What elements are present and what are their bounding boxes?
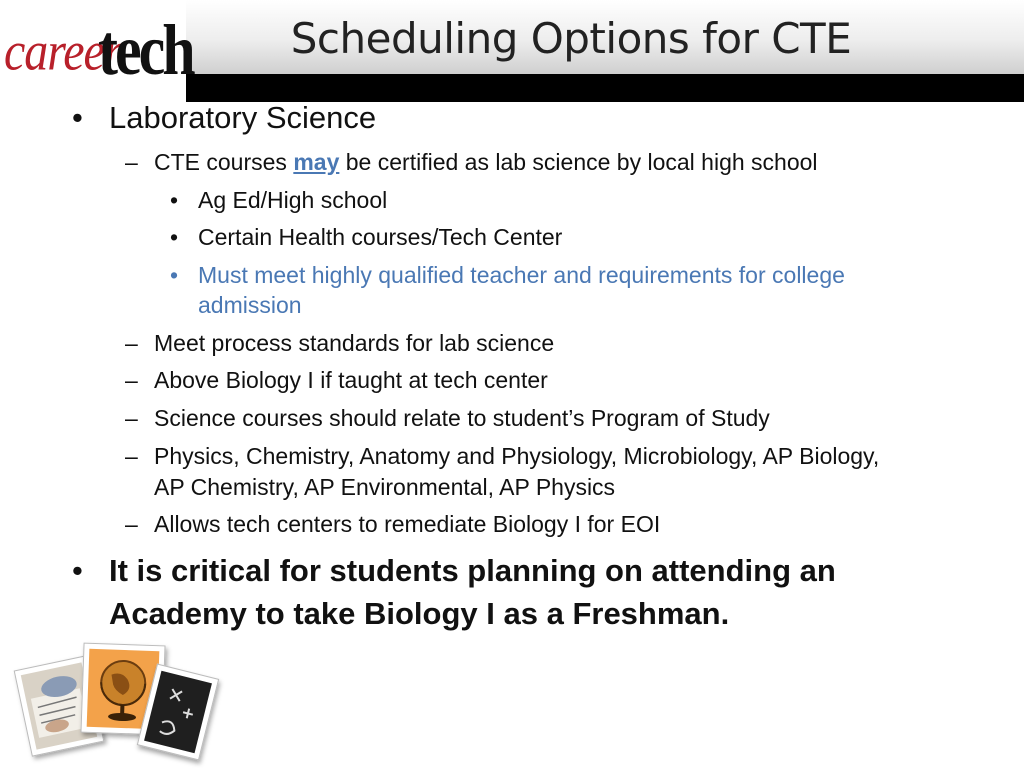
slide-title: Scheduling Options for CTE (290, 14, 852, 63)
bullet-critical-statement: It is critical for students planning on attending an (109, 553, 836, 588)
bullet-marker: • (170, 262, 179, 288)
sub-item-course-list: Physics, Chemistry, Anatomy and Physiology, Microbiology, AP Biology, (154, 443, 880, 469)
logo-career-text: career (4, 21, 122, 82)
sub-item-cte-courses (154, 149, 818, 176)
bullet-marker: • (170, 187, 179, 213)
dash-marker: – (125, 405, 138, 431)
bullet-marker: • (72, 100, 83, 135)
subsub-item-health-courses: Certain Health courses/Tech Center (198, 224, 563, 250)
header-black-band (186, 74, 1024, 102)
careertech-logo (0, 0, 193, 102)
sub-item-process-standards: Meet process standards for lab science (154, 330, 555, 356)
bullet-critical-statement-cont: Academy to take Biology I as a Freshman. (109, 596, 730, 631)
bullet-laboratory-science: Laboratory Science (109, 100, 377, 135)
photo-stack (14, 640, 224, 768)
sub-item-above-biology: Above Biology I if taught at tech center (154, 367, 548, 393)
dash-marker: – (125, 330, 138, 356)
bullet-marker: • (72, 553, 83, 588)
subsub-item-qualified-teacher: Must meet highly qualified teacher and requirements for college (198, 262, 845, 288)
sub-item-text-before: CTE courses (154, 149, 294, 175)
subsub-item-ag-ed: Ag Ed/High school (198, 187, 388, 213)
emphasis-may: may (293, 149, 340, 175)
dash-marker: – (125, 149, 138, 175)
sub-item-program-of-study: Science courses should relate to student’s Program of Study (154, 405, 770, 431)
dash-marker: – (125, 511, 138, 537)
logo-tech-text: tech (98, 10, 193, 90)
dash-marker: – (125, 443, 138, 469)
sub-item-course-list-cont: AP Chemistry, AP Environmental, AP Physics (154, 474, 616, 500)
subsub-item-qualified-teacher-cont: admission (198, 292, 302, 318)
bullet-marker: • (170, 224, 179, 250)
sub-item-remediate: Allows tech centers to remediate Biology I for EOI (154, 511, 661, 537)
sub-item-text-after: be certified as lab science by local high school (339, 149, 818, 175)
dash-marker: – (125, 367, 138, 393)
slide-header (0, 0, 1024, 102)
